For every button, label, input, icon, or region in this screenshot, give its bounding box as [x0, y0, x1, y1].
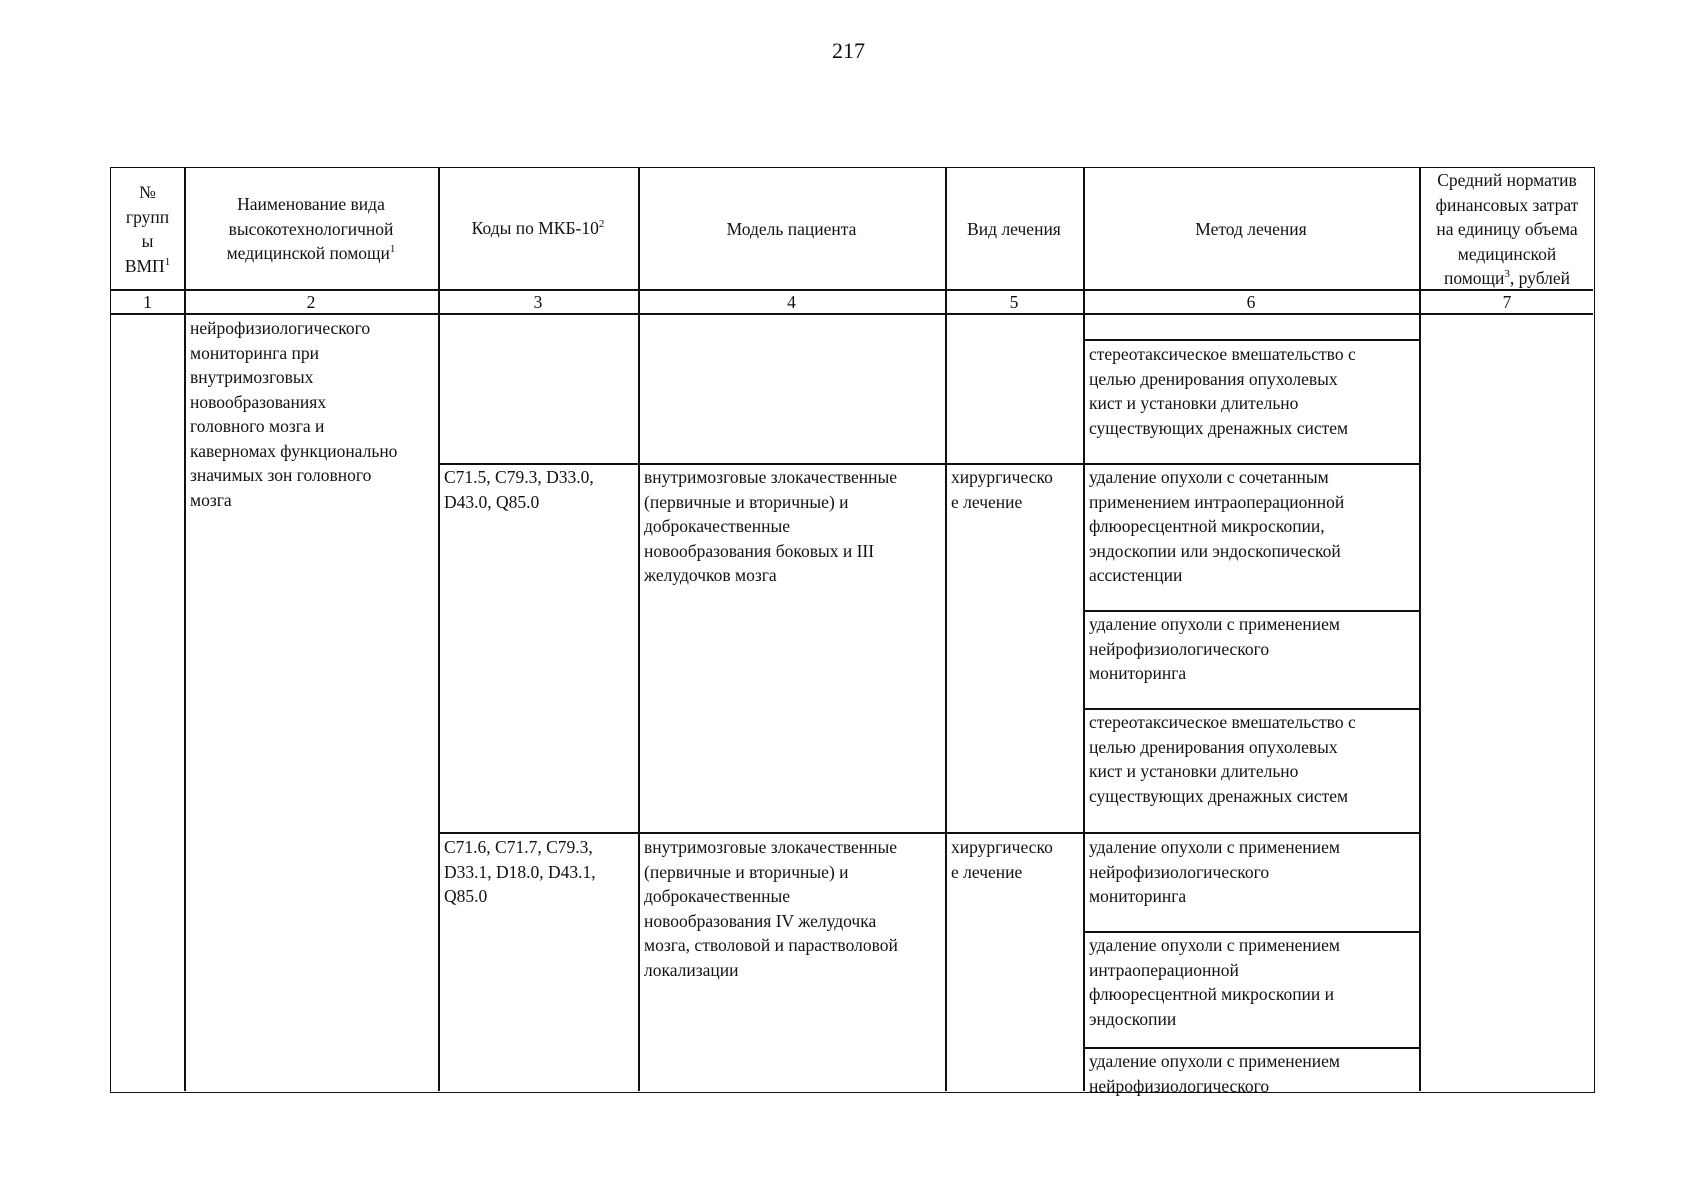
header-cost-norm-text: Средний норматив финансовых затрат на единицу объема медицинской помощи	[1435, 170, 1579, 288]
footnote-ref-1b: 1	[389, 243, 396, 256]
header-patient-model: Модель пациента	[726, 219, 857, 239]
header-cost-norm-unit: , рублей	[1509, 268, 1571, 288]
header-group-number	[111, 180, 184, 278]
group-name-continued: нейрофизиологического мониторинга при внутримозговых новообразованиях головного мозга и каверномах функционально значимых зон головного мозга	[190, 318, 398, 510]
method-item: удаление опухоли с применением нейрофизиологического	[1089, 1051, 1340, 1096]
footnote-ref-3: 3	[1504, 268, 1510, 281]
method-line-0	[1083, 339, 1419, 341]
method-item: удаление опухоли с применением нейрофизиологического мониторинга	[1089, 614, 1340, 683]
row1-icd-codes: C71.5, C79.3, D33.0, D43.0, Q85.0	[444, 467, 594, 512]
column-number-5: 5	[1009, 292, 1019, 312]
column-number-3: 3	[533, 292, 543, 312]
page-number: 217	[832, 38, 865, 63]
row2-icd-codes: C71.6, C71.7, C79.3, D33.1, D18.0, D43.1, Q85.0	[444, 837, 596, 906]
column-number-2: 2	[306, 292, 316, 312]
method-item: стереотаксическое вмешательство с целью дренирования опухолевых кист и установки длительно существующих дренажных систем	[1089, 344, 1356, 438]
column-number-1: 1	[143, 292, 152, 312]
method-item: удаление опухоли с сочетанным применением интраоперационной флюоресцентной микроскопии, эндоскопии или эндоскопической ассистенции	[1089, 467, 1345, 585]
header-care-type-text: Наименование вида высокотехнологичной медицинской помощи	[226, 194, 394, 263]
row2-treatment-type: хирургическо е лечение	[951, 837, 1053, 882]
column-number-7: 7	[1502, 292, 1512, 312]
column-number-6: 6	[1246, 292, 1256, 312]
header-care-type	[184, 192, 438, 266]
header-icd-codes	[438, 216, 638, 241]
row2-patient-model: внутримозговые злокачественные (первичные и вторичные) и доброкачественные новообразования IV желудочка мозга, стволовой и парастволовой локализации	[644, 837, 898, 980]
method-line-4	[1083, 832, 1419, 834]
row-separator-2	[438, 832, 1083, 834]
row1-treatment-type: хирургическо е лечение	[951, 467, 1053, 512]
header-treatment-type: Вид лечения	[967, 219, 1061, 239]
header-icd-codes-text: Коды по МКБ-10	[471, 218, 599, 238]
row1-patient-model: внутримозговые злокачественные (первичные и вторичные) и доброкачественные новообразования боковых и III желудочков мозга	[644, 467, 898, 585]
footnote-ref-2: 2	[598, 218, 605, 231]
method-item: стереотаксическое вмешательство с целью дренирования опухолевых кист и установки длительно существующих дренажных систем	[1089, 712, 1356, 806]
vmp-table	[110, 167, 1595, 1096]
header-group-number-text: № групп ы ВМП	[124, 182, 170, 276]
header-cost-norm	[1419, 168, 1595, 291]
column-number-4: 4	[787, 292, 796, 312]
method-item: удаление опухоли с применением интраоперационной флюоресцентной микроскопии и эндоскопии	[1089, 935, 1340, 1029]
method-item: удаление опухоли с применением нейрофизиологического мониторинга	[1089, 837, 1340, 906]
header-treatment-method: Метод лечения	[1195, 219, 1307, 239]
footnote-ref-1: 1	[164, 255, 171, 268]
